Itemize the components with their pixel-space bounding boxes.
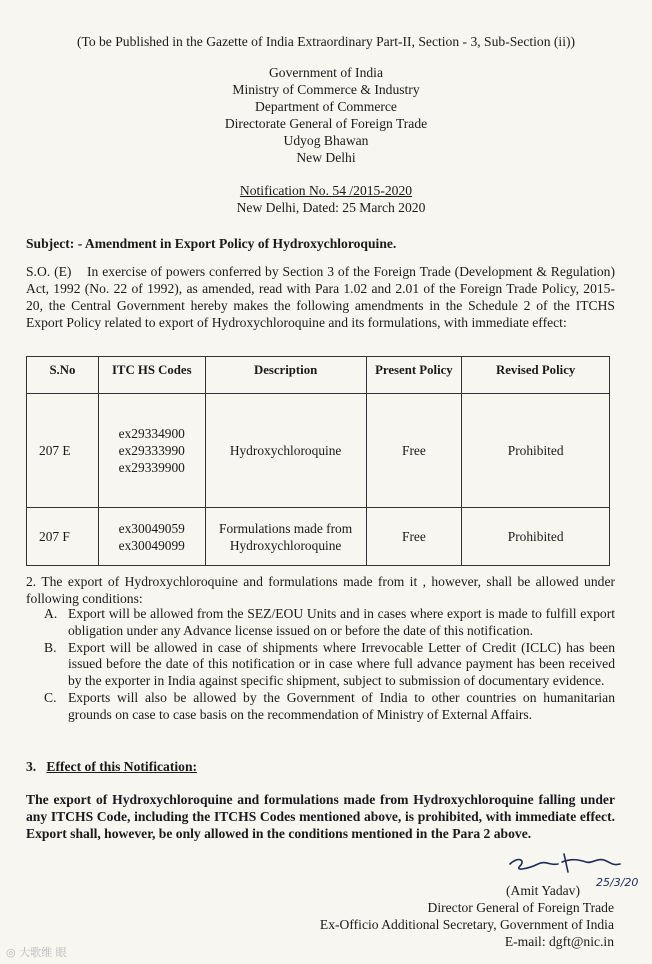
- description-line: Formulations made from: [219, 520, 353, 536]
- description-line: Hydroxychloroquine: [229, 537, 342, 553]
- issuer-line: Ministry of Commerce & Industry: [232, 82, 420, 97]
- table-header-row: [27, 357, 610, 394]
- signatory-designation: Director General of Foreign Trade: [427, 900, 614, 915]
- paragraph-2: 2. The export of Hydroxychloroquine and formulations made from it , however, shall be allowed under following conditions:: [26, 574, 615, 606]
- header-description: Description: [205, 357, 366, 394]
- condition-letter: B.: [44, 639, 57, 655]
- issuer-block: [0, 64, 652, 166]
- condition-item: [44, 640, 615, 690]
- gazette-publication-line: (To be Published in the Gazette of India Extraordinary Part-II, Section - 3, Sub-Section (ii)): [76, 34, 576, 49]
- conditions-list: [44, 606, 615, 724]
- notification-date: New Delhi, Dated: 25 March 2020: [236, 200, 426, 215]
- issuer-line: Department of Commerce: [255, 99, 397, 114]
- condition-letter: A.: [44, 606, 58, 621]
- condition-item: [44, 606, 615, 640]
- cell-description: [205, 508, 366, 566]
- cell-sno: 207 F: [27, 508, 99, 566]
- signature-block: [320, 882, 614, 950]
- issuer-line: Government of India: [268, 65, 383, 80]
- table-row: [27, 394, 610, 508]
- hs-code: ex30049059: [118, 520, 185, 536]
- condition-letter: C.: [44, 689, 57, 705]
- header-sno: S.No: [27, 357, 99, 394]
- signatory-name: (Amit Yadav): [505, 883, 580, 898]
- subject-line: Subject: - Amendment in Export Policy of Hydroxychloroquine.: [26, 236, 397, 251]
- hs-code: ex29333990: [118, 443, 185, 458]
- signatory-email: E-mail: dgft@nic.in: [504, 934, 614, 949]
- effect-number: 3.: [26, 759, 37, 774]
- cell-codes: [98, 508, 205, 566]
- cell-sno: 207 E: [27, 394, 99, 508]
- watermark-logo-icon: ◎: [6, 946, 16, 959]
- issuer-line: New Delhi: [296, 150, 356, 165]
- header-present-policy: Present Policy: [366, 357, 462, 394]
- notification-number: Notification No. 54 /2015-2020: [239, 183, 413, 198]
- table-row: [27, 508, 610, 566]
- cell-description: [205, 394, 366, 508]
- effect-body: The export of Hydroxychloroquine and formulations made from Hydroxychloroquine falling under any ITCHS Code, including the ITCHS Codes mentioned above, is prohibited, with immediate effect. Export shall, however, be only allowed in the conditions mentioned in the Para 2 above.: [26, 792, 615, 841]
- condition-text: Export will be allowed from the SEZ/EOU Units and in cases where export is made to fulfill export obligation under any Advance license issued on or before the date of this notification.: [68, 606, 615, 638]
- watermark: [6, 944, 67, 961]
- hs-code: ex29339900: [118, 460, 185, 475]
- issuer-line: Directorate General of Foreign Trade: [224, 116, 428, 131]
- notification-block: [0, 182, 652, 216]
- header-itc-hs-codes: ITC HS Codes: [98, 357, 205, 394]
- signatory-additional-title: Ex-Officio Additional Secretary, Government of India: [319, 917, 614, 932]
- cell-present-policy: Free: [366, 394, 462, 508]
- policy-amendment-table: [26, 356, 610, 566]
- signature-date: 25/3/20: [596, 876, 639, 889]
- cell-present-policy: Free: [366, 508, 462, 566]
- cell-revised-policy: Prohibited: [462, 508, 610, 566]
- issuer-line: Udyog Bhawan: [283, 133, 369, 148]
- cell-revised-policy: Prohibited: [462, 394, 610, 508]
- effect-title: Effect of this Notification:: [46, 759, 198, 774]
- condition-text: Exports will also be allowed by the Government of India to other countries on humanitarian grounds on case to case basis on the recommendation of Ministry of External Affairs.: [68, 689, 615, 722]
- header-revised-policy: Revised Policy: [462, 357, 610, 394]
- cell-codes: [98, 394, 205, 508]
- hs-code: ex30049099: [118, 537, 185, 553]
- watermark-text: 大歌维 眼: [19, 946, 67, 959]
- effect-heading: [26, 758, 197, 775]
- condition-text: Export will be allowed in case of shipments where Irrevocable Letter of Credit (ICLC) has been issued before the date of this notification or in case where full advance payment has been received by the exporter in India against specific shipment, subject to submission of documentary evidence.: [68, 639, 615, 689]
- paragraph-1: S.O. (E) In exercise of powers conferred by Section 3 of the Foreign Trade (Development & Regulation) Act, 1992 (No. 22 of 1992), as amended, read with Para 1.02 and 2.01 of the Foreign Trade Policy, 2015-20, the Central Government hereby makes the following amendments in the Schedule 2 of the ITCHS Export Policy related to export of Hydroxychloroquine and its formulations, with immediate effect:: [26, 264, 619, 330]
- description-line: Hydroxychloroquine: [229, 443, 342, 458]
- condition-item: [44, 690, 615, 724]
- hs-code: ex29334900: [118, 426, 185, 441]
